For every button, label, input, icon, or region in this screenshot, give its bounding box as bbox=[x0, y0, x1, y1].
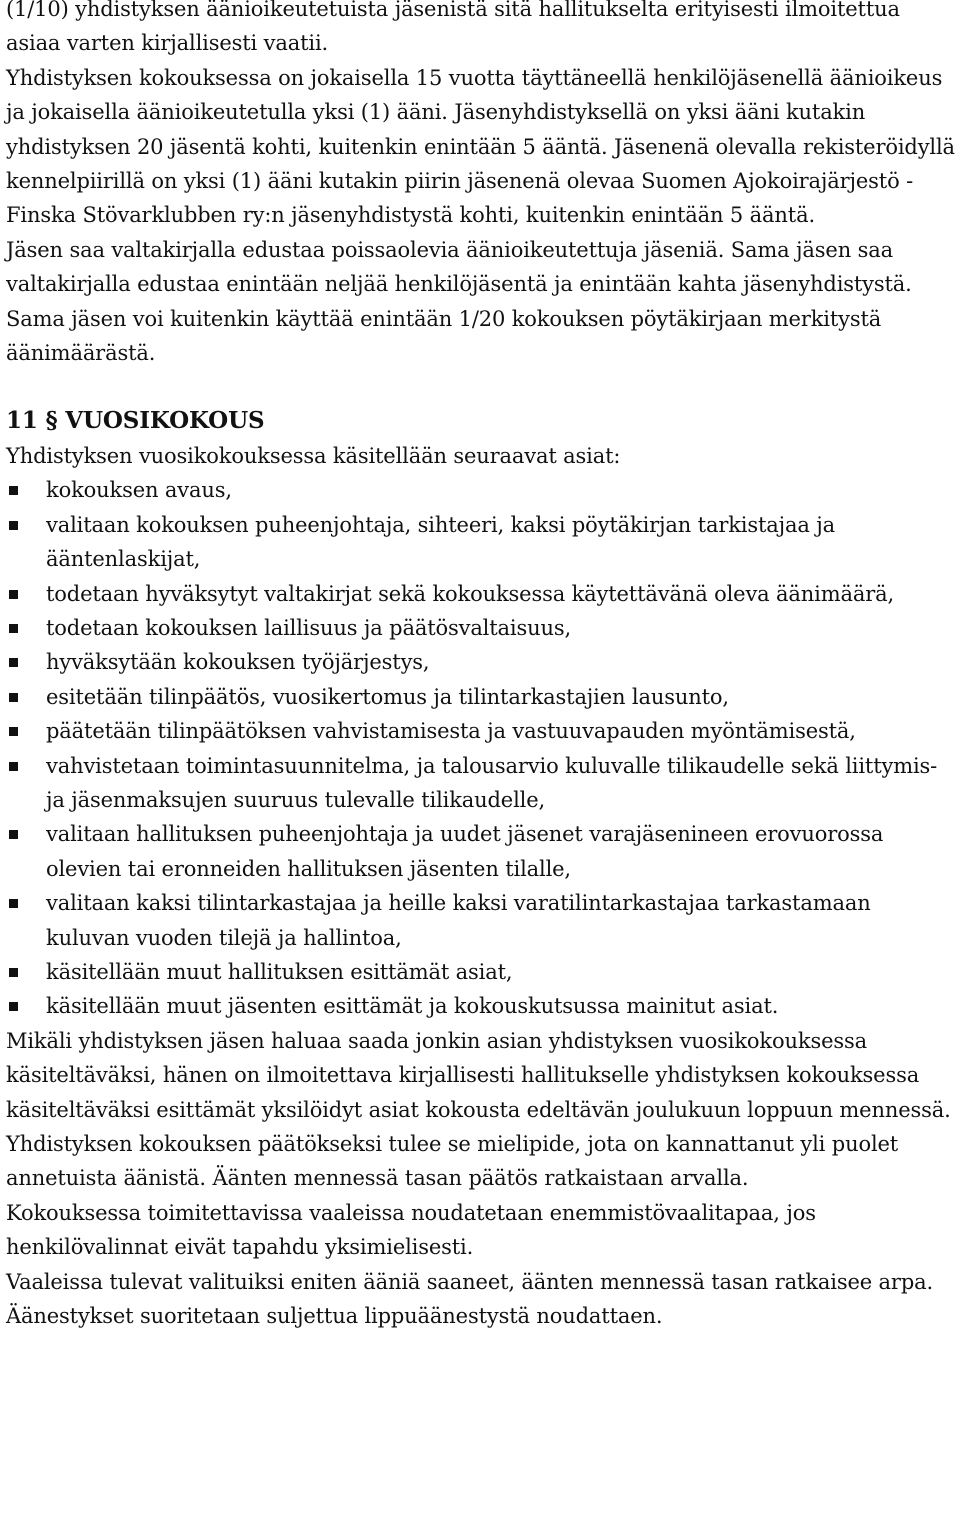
paragraph-member-proposals: Mikäli yhdistyksen jäsen haluaa saada jonkin asian yhdistyksen vuosikokouksessa käsiteltäväksi, hänen on ilmoitettava kirjallisesti hallitukselle yhdistyksen kokouksessa käsiteltäväksi esittämät yksilöidyt asiat kokousta edeltävän joulukuun loppuun mennessä. bbox=[6, 1028, 951, 1122]
paragraph-meeting-request: (1/10) yhdistyksen äänioikeutetuista jäsenistä sitä hallitukselta erityisesti ilmoitettua asiaa varten kirjallisesti vaatii. bbox=[6, 0, 900, 56]
list-item bbox=[6, 989, 960, 1023]
list-item-text: hyväksytään kokouksen työjärjestys, bbox=[46, 650, 430, 675]
list-item-text: esitetään tilinpäätös, vuosikertomus ja tilintarkastajien lausunto, bbox=[46, 684, 729, 709]
square-bullet-icon bbox=[9, 590, 18, 599]
square-bullet-icon bbox=[9, 658, 18, 667]
square-bullet-icon bbox=[9, 899, 18, 908]
list-item-text: vahvistetaan toimintasuunnitelma, ja talousarvio kuluvalle tilikaudelle sekä liittymis- ja jäsenmaksujen suuruus tulevalle tilikaudelle, bbox=[46, 753, 938, 812]
list-item-text: kokouksen avaus, bbox=[46, 478, 232, 503]
square-bullet-icon bbox=[9, 762, 18, 771]
list-item bbox=[6, 749, 960, 818]
list-item bbox=[6, 508, 960, 577]
list-item-text: todetaan kokouksen laillisuus ja päätösvaltaisuus, bbox=[46, 615, 572, 640]
list-item-text: valitaan kokouksen puheenjohtaja, sihteeri, kaksi pöytäkirjan tarkistajaa ja ääntenlaskijat, bbox=[46, 512, 835, 572]
section-heading: 11 § VUOSIKOKOUS bbox=[6, 407, 265, 435]
list-item bbox=[6, 611, 960, 645]
list-item-text: käsitellään muut hallituksen esittämät asiat, bbox=[46, 959, 513, 984]
paragraph-ballot: Vaaleissa tulevat valituiksi eniten ääniä saaneet, äänten mennessä tasan ratkaisee arpa. Äänestykset suoritetaan suljettua lippuäänestystä noudattaen. bbox=[6, 1269, 934, 1329]
list-item bbox=[6, 817, 960, 886]
paragraph-majority-decision: Yhdistyksen kokouksen päätökseksi tulee se mielipide, jota on kannattanut yli puolet annetuista äänistä. Äänten mennessä tasan päätös ratkaistaan arvalla. bbox=[6, 1132, 899, 1191]
square-bullet-icon bbox=[9, 968, 18, 977]
square-bullet-icon bbox=[9, 830, 18, 839]
list-item bbox=[6, 680, 960, 714]
square-bullet-icon bbox=[9, 521, 18, 530]
paragraph-election-method: Kokouksessa toimitettavissa vaaleissa noudatetaan enemmistövaalitapaa, jos henkilövalinnat eivät tapahdu yksimielisesti. bbox=[6, 1200, 816, 1260]
square-bullet-icon bbox=[9, 727, 18, 736]
list-item bbox=[6, 714, 960, 748]
agenda-intro: Yhdistyksen vuosikokouksessa käsitellään seuraavat asiat: bbox=[6, 443, 621, 468]
paragraph-proxy: Jäsen saa valtakirjalla edustaa poissaolevia äänioikeutettuja jäseniä. Sama jäsen saa valtakirjalla edustaa enintään neljää henkilöjäsentä ja enintään kahta jäsenyhdistystä. Sama jäsen voi kuitenkin käyttää enintään 1/20 kokouksen pöytäkirjaan merkitystä äänimäärästä. bbox=[6, 237, 912, 366]
list-item bbox=[6, 473, 960, 507]
list-item bbox=[6, 577, 960, 611]
list-item-text: päätetään tilinpäätöksen vahvistamisesta ja vastuuvapauden myöntämisestä, bbox=[46, 719, 856, 744]
list-item-text: todetaan hyväksytyt valtakirjat sekä kokouksessa käytettävänä oleva äänimäärä, bbox=[46, 581, 895, 606]
square-bullet-icon bbox=[9, 624, 18, 633]
agenda-list bbox=[6, 473, 960, 1024]
list-item bbox=[6, 955, 960, 989]
square-bullet-icon bbox=[9, 1002, 18, 1011]
list-item-text: valitaan hallituksen puheenjohtaja ja uudet jäsenet varajäsenineen erovuorossa olevien tai eronneiden hallituksen jäsenten tilalle, bbox=[46, 822, 884, 881]
list-item-text: valitaan kaksi tilintarkastajaa ja heille kaksi varatilintarkastajaa tarkastamaan kuluvan vuoden tilejä ja hallintoa, bbox=[46, 891, 871, 950]
square-bullet-icon bbox=[9, 693, 18, 702]
paragraph-voting-rights: Yhdistyksen kokouksessa on jokaisella 15 vuotta täyttäneellä henkilöjäsenellä äänioikeus ja jokaisella äänioikeutetulla yksi (1) ääni. Jäsenyhdistyksellä on yksi ääni kutakin yhdistyksen 20 jäsentä kohti, kuitenkin enintään 5 ääntä. Jäsenenä olevalla rekisteröidyllä kennelpiirillä on yksi (1) ääni kutakin piirin jäsenenä olevaa Suomen Ajokoirajärjestö - Finska Stövarklubben ry:n jäsenyhdistystä kohti, kuitenkin enintään 5 ääntä. bbox=[6, 65, 955, 228]
list-item bbox=[6, 886, 960, 955]
square-bullet-icon bbox=[9, 486, 18, 495]
list-item bbox=[6, 645, 960, 679]
list-item-text: käsitellään muut jäsenten esittämät ja kokouskutsussa mainitut asiat. bbox=[46, 994, 779, 1019]
